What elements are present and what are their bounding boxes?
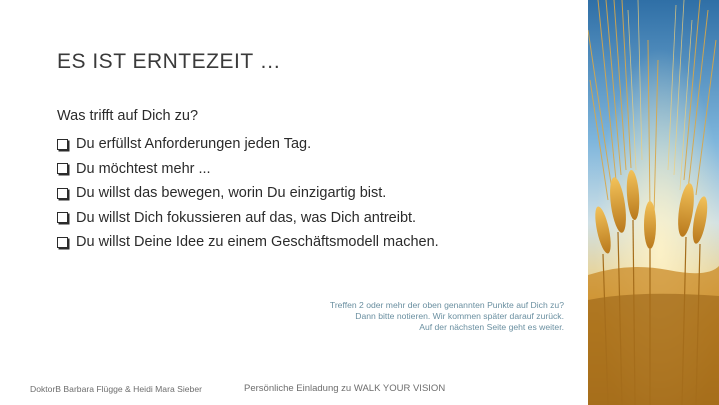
checklist-item-text: Du willst Deine Idee zu einem Geschäftsmodell machen. xyxy=(76,234,439,251)
checkbox-icon xyxy=(57,212,68,223)
footer-authors: DoktorB Barbara Flügge & Heidi Mara Sieber xyxy=(30,384,202,394)
checkbox-icon xyxy=(57,163,68,174)
checklist xyxy=(57,132,439,255)
checkbox-icon xyxy=(57,237,68,248)
checklist-item-text: Du erfüllst Anforderungen jeden Tag. xyxy=(76,136,312,153)
checklist-item xyxy=(57,206,439,231)
checklist-item xyxy=(57,230,439,255)
intro-question: Was trifft auf Dich zu? xyxy=(57,108,199,124)
checkbox-icon xyxy=(57,139,68,150)
wheat-field-illustration xyxy=(588,0,719,405)
checkbox-icon xyxy=(57,188,68,199)
checklist-item xyxy=(57,181,439,206)
checklist-item xyxy=(57,132,439,157)
note-line: Auf der nächsten Seite geht es weiter. xyxy=(419,322,564,332)
checklist-item xyxy=(57,157,439,182)
note-line: Treffen 2 oder mehr der oben genannten Punkte auf Dich zu? xyxy=(329,300,564,310)
note-line: Dann bitte notieren. Wir kommen später darauf zurück. xyxy=(355,311,564,321)
checklist-item-text: Du willst Dich fokussieren auf das, was Dich antreibt. xyxy=(76,209,417,226)
wheat-field-image xyxy=(588,0,719,405)
slide-title: ES IST ERNTEZEIT … xyxy=(57,50,282,73)
checklist-item-text: Du möchtest mehr ... xyxy=(76,160,211,177)
footer-invitation: Persönliche Einladung zu WALK YOUR VISION xyxy=(244,383,446,394)
instruction-note xyxy=(330,300,564,333)
checklist-item-text: Du willst das bewegen, worin Du einzigartig bist. xyxy=(76,185,387,202)
